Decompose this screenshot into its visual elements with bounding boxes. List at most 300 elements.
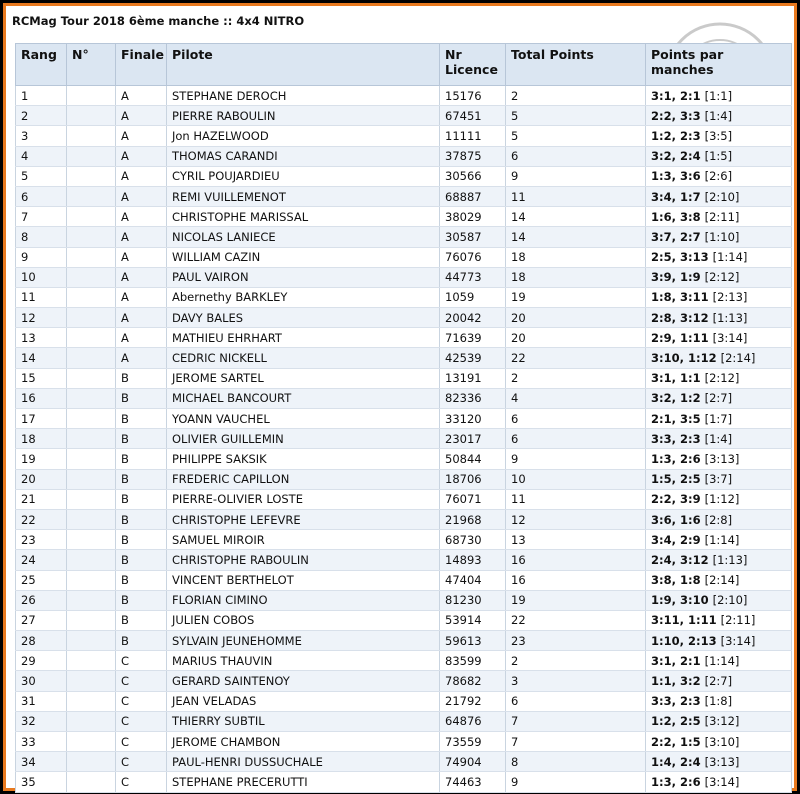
cell-points-par-manches bbox=[646, 328, 792, 348]
points-dropped: [3:12] bbox=[704, 714, 740, 729]
cell-total-points: 14 bbox=[506, 227, 646, 247]
page-title: RCMag Tour 2018 6ème manche :: 4x4 NITRO bbox=[12, 14, 305, 28]
cell-licence: 50844 bbox=[440, 449, 506, 469]
cell-numero bbox=[67, 711, 116, 731]
points-values: 3:4, 1:7 bbox=[651, 189, 701, 204]
cell-numero bbox=[67, 166, 116, 186]
table-row bbox=[16, 610, 792, 630]
points-dropped: [2:11] bbox=[704, 209, 740, 224]
cell-numero bbox=[67, 651, 116, 671]
cell-finale: A bbox=[116, 126, 167, 146]
cell-pilote: OLIVIER GUILLEMIN bbox=[167, 429, 440, 449]
cell-pilote: MARIUS THAUVIN bbox=[167, 651, 440, 671]
points-dropped: [1:4] bbox=[704, 431, 733, 446]
cell-finale: B bbox=[116, 469, 167, 489]
cell-rang: 12 bbox=[16, 308, 67, 328]
cell-rang: 30 bbox=[16, 671, 67, 691]
cell-points-par-manches bbox=[646, 610, 792, 630]
cell-numero bbox=[67, 368, 116, 388]
cell-numero bbox=[67, 388, 116, 408]
cell-numero bbox=[67, 207, 116, 227]
cell-pilote: REMI VUILLEMENOT bbox=[167, 186, 440, 206]
cell-finale: B bbox=[116, 449, 167, 469]
points-values: 2:2, 3:3 bbox=[651, 108, 701, 123]
cell-points-par-manches bbox=[646, 388, 792, 408]
cell-finale: B bbox=[116, 368, 167, 388]
points-values: 3:10, 1:12 bbox=[651, 351, 717, 366]
cell-rang: 29 bbox=[16, 651, 67, 671]
results-frame bbox=[3, 3, 797, 791]
cell-pilote: CHRISTOPHE RABOULIN bbox=[167, 550, 440, 570]
cell-pilote: PHILIPPE SAKSIK bbox=[167, 449, 440, 469]
table-row bbox=[16, 207, 792, 227]
cell-licence: 20042 bbox=[440, 308, 506, 328]
col-header-finale[interactable]: Finale bbox=[116, 44, 167, 86]
cell-pilote: DAVY BALES bbox=[167, 308, 440, 328]
cell-points-par-manches bbox=[646, 509, 792, 529]
table-row bbox=[16, 126, 792, 146]
cell-pilote: FREDERIC CAPILLON bbox=[167, 469, 440, 489]
cell-pilote: STEPHANE DEROCH bbox=[167, 86, 440, 106]
cell-numero bbox=[67, 449, 116, 469]
cell-licence: 15176 bbox=[440, 86, 506, 106]
cell-total-points: 19 bbox=[506, 590, 646, 610]
results-table-wrap bbox=[15, 43, 791, 793]
points-dropped: [3:14] bbox=[712, 330, 748, 345]
cell-total-points: 10 bbox=[506, 469, 646, 489]
cell-licence: 42539 bbox=[440, 348, 506, 368]
cell-rang: 27 bbox=[16, 610, 67, 630]
cell-rang: 28 bbox=[16, 631, 67, 651]
cell-rang: 17 bbox=[16, 409, 67, 429]
cell-finale: C bbox=[116, 732, 167, 752]
points-values: 2:8, 3:12 bbox=[651, 310, 709, 325]
points-dropped: [1:8] bbox=[704, 694, 733, 709]
cell-numero bbox=[67, 429, 116, 449]
points-dropped: [3:13] bbox=[704, 754, 740, 769]
cell-licence: 83599 bbox=[440, 651, 506, 671]
cell-licence: 37875 bbox=[440, 146, 506, 166]
table-row bbox=[16, 247, 792, 267]
cell-total-points: 14 bbox=[506, 207, 646, 227]
cell-pilote: CYRIL POUJARDIEU bbox=[167, 166, 440, 186]
cell-licence: 68730 bbox=[440, 530, 506, 550]
cell-points-par-manches bbox=[646, 489, 792, 509]
cell-finale: A bbox=[116, 308, 167, 328]
cell-licence: 14893 bbox=[440, 550, 506, 570]
cell-finale: B bbox=[116, 530, 167, 550]
cell-finale: C bbox=[116, 671, 167, 691]
cell-total-points: 4 bbox=[506, 388, 646, 408]
table-row bbox=[16, 166, 792, 186]
points-dropped: [3:14] bbox=[704, 774, 740, 789]
cell-finale: B bbox=[116, 509, 167, 529]
cell-total-points: 8 bbox=[506, 752, 646, 772]
cell-rang: 34 bbox=[16, 752, 67, 772]
cell-pilote: MATHIEU EHRHART bbox=[167, 328, 440, 348]
points-values: 3:7, 2:7 bbox=[651, 229, 701, 244]
cell-points-par-manches bbox=[646, 166, 792, 186]
points-values: 1:2, 2:3 bbox=[651, 128, 701, 143]
cell-finale: B bbox=[116, 429, 167, 449]
cell-finale: A bbox=[116, 348, 167, 368]
cell-points-par-manches bbox=[646, 247, 792, 267]
cell-licence: 59613 bbox=[440, 631, 506, 651]
cell-rang: 32 bbox=[16, 711, 67, 731]
table-row bbox=[16, 146, 792, 166]
cell-total-points: 5 bbox=[506, 106, 646, 126]
cell-finale: B bbox=[116, 409, 167, 429]
table-row bbox=[16, 651, 792, 671]
cell-licence: 73559 bbox=[440, 732, 506, 752]
cell-numero bbox=[67, 469, 116, 489]
cell-finale: B bbox=[116, 388, 167, 408]
cell-numero bbox=[67, 691, 116, 711]
cell-points-par-manches bbox=[646, 469, 792, 489]
cell-rang: 25 bbox=[16, 570, 67, 590]
cell-pilote: PIERRE RABOULIN bbox=[167, 106, 440, 126]
cell-licence: 71639 bbox=[440, 328, 506, 348]
cell-pilote: SAMUEL MIROIR bbox=[167, 530, 440, 550]
cell-numero bbox=[67, 86, 116, 106]
col-header-pilote[interactable]: Pilote bbox=[167, 44, 440, 86]
cell-total-points: 20 bbox=[506, 308, 646, 328]
points-dropped: [2:12] bbox=[704, 371, 740, 386]
points-values: 3:1, 1:1 bbox=[651, 371, 701, 386]
points-dropped: [1:7] bbox=[704, 411, 733, 426]
cell-finale: A bbox=[116, 287, 167, 307]
points-values: 1:4, 2:4 bbox=[651, 754, 701, 769]
points-values: 3:2, 2:4 bbox=[651, 149, 701, 164]
cell-licence: 76076 bbox=[440, 247, 506, 267]
cell-pilote: PIERRE-OLIVIER LOSTE bbox=[167, 489, 440, 509]
table-header bbox=[16, 44, 792, 86]
cell-finale: C bbox=[116, 752, 167, 772]
table-row bbox=[16, 308, 792, 328]
cell-points-par-manches bbox=[646, 348, 792, 368]
cell-finale: A bbox=[116, 267, 167, 287]
cell-pilote: SYLVAIN JEUNEHOMME bbox=[167, 631, 440, 651]
points-dropped: [3:13] bbox=[704, 451, 740, 466]
cell-finale: A bbox=[116, 186, 167, 206]
cell-finale: A bbox=[116, 227, 167, 247]
points-values: 3:1, 2:1 bbox=[651, 88, 701, 103]
points-dropped: [2:7] bbox=[704, 674, 733, 689]
points-dropped: [2:7] bbox=[704, 391, 733, 406]
cell-licence: 47404 bbox=[440, 570, 506, 590]
cell-total-points: 9 bbox=[506, 166, 646, 186]
cell-points-par-manches bbox=[646, 86, 792, 106]
cell-points-par-manches bbox=[646, 570, 792, 590]
cell-points-par-manches bbox=[646, 590, 792, 610]
cell-points-par-manches bbox=[646, 631, 792, 651]
cell-numero bbox=[67, 772, 116, 792]
cell-pilote: JEROME SARTEL bbox=[167, 368, 440, 388]
cell-finale: A bbox=[116, 146, 167, 166]
table-row bbox=[16, 469, 792, 489]
col-header-points-par-manches[interactable]: Points par manches bbox=[646, 44, 792, 86]
cell-rang: 10 bbox=[16, 267, 67, 287]
points-dropped: [1:1] bbox=[704, 88, 733, 103]
cell-licence: 67451 bbox=[440, 106, 506, 126]
points-dropped: [2:10] bbox=[704, 189, 740, 204]
cell-total-points: 3 bbox=[506, 671, 646, 691]
cell-pilote: STEPHANE PRECERUTTI bbox=[167, 772, 440, 792]
points-values: 2:4, 3:12 bbox=[651, 552, 709, 567]
points-values: 3:6, 1:6 bbox=[651, 512, 701, 527]
cell-licence: 44773 bbox=[440, 267, 506, 287]
cell-licence: 78682 bbox=[440, 671, 506, 691]
points-dropped: [3:7] bbox=[704, 472, 733, 487]
cell-numero bbox=[67, 489, 116, 509]
table-row bbox=[16, 267, 792, 287]
cell-rang: 19 bbox=[16, 449, 67, 469]
points-values: 3:11, 1:11 bbox=[651, 613, 717, 628]
points-values: 1:5, 2:5 bbox=[651, 472, 701, 487]
points-values: 1:10, 2:13 bbox=[651, 633, 717, 648]
cell-total-points: 5 bbox=[506, 126, 646, 146]
points-dropped: [2:11] bbox=[720, 613, 756, 628]
points-dropped: [2:12] bbox=[704, 270, 740, 285]
cell-pilote: JEROME CHAMBON bbox=[167, 732, 440, 752]
points-values: 2:9, 1:11 bbox=[651, 330, 709, 345]
points-values: 3:3, 2:3 bbox=[651, 431, 701, 446]
cell-total-points: 2 bbox=[506, 368, 646, 388]
col-header-numero[interactable]: N° bbox=[67, 44, 116, 86]
cell-total-points: 6 bbox=[506, 409, 646, 429]
cell-pilote: MICHAEL BANCOURT bbox=[167, 388, 440, 408]
points-values: 1:3, 3:6 bbox=[651, 169, 701, 184]
cell-licence: 21968 bbox=[440, 509, 506, 529]
col-header-total-points[interactable]: Total Points bbox=[506, 44, 646, 86]
cell-total-points: 6 bbox=[506, 146, 646, 166]
cell-numero bbox=[67, 530, 116, 550]
cell-total-points: 9 bbox=[506, 449, 646, 469]
points-dropped: [3:5] bbox=[704, 128, 733, 143]
cell-finale: B bbox=[116, 631, 167, 651]
cell-pilote: THIERRY SUBTIL bbox=[167, 711, 440, 731]
cell-finale: B bbox=[116, 550, 167, 570]
cell-rang: 20 bbox=[16, 469, 67, 489]
table-body bbox=[16, 86, 792, 793]
table-row bbox=[16, 509, 792, 529]
cell-rang: 6 bbox=[16, 186, 67, 206]
cell-points-par-manches bbox=[646, 651, 792, 671]
table-row bbox=[16, 388, 792, 408]
cell-points-par-manches bbox=[646, 691, 792, 711]
cell-rang: 9 bbox=[16, 247, 67, 267]
cell-rang: 3 bbox=[16, 126, 67, 146]
table-row bbox=[16, 590, 792, 610]
cell-points-par-manches bbox=[646, 106, 792, 126]
cell-total-points: 7 bbox=[506, 732, 646, 752]
cell-rang: 15 bbox=[16, 368, 67, 388]
cell-licence: 21792 bbox=[440, 691, 506, 711]
points-dropped: [2:10] bbox=[712, 593, 748, 608]
cell-licence: 53914 bbox=[440, 610, 506, 630]
points-dropped: [1:13] bbox=[712, 310, 748, 325]
cell-pilote: CHRISTOPHE LEFEVRE bbox=[167, 509, 440, 529]
points-values: 3:2, 1:2 bbox=[651, 391, 701, 406]
points-values: 3:8, 1:8 bbox=[651, 573, 701, 588]
cell-points-par-manches bbox=[646, 186, 792, 206]
points-dropped: [1:12] bbox=[704, 492, 740, 507]
cell-numero bbox=[67, 610, 116, 630]
cell-finale: A bbox=[116, 106, 167, 126]
col-header-licence[interactable]: Nr Licence bbox=[440, 44, 506, 86]
cell-points-par-manches bbox=[646, 368, 792, 388]
cell-pilote: CHRISTOPHE MARISSAL bbox=[167, 207, 440, 227]
cell-finale: C bbox=[116, 772, 167, 792]
cell-points-par-manches bbox=[646, 732, 792, 752]
cell-licence: 18706 bbox=[440, 469, 506, 489]
cell-pilote: PAUL-HENRI DUSSUCHALE bbox=[167, 752, 440, 772]
cell-numero bbox=[67, 247, 116, 267]
points-values: 1:8, 3:11 bbox=[651, 290, 709, 305]
points-values: 2:2, 1:5 bbox=[651, 734, 701, 749]
table-row bbox=[16, 368, 792, 388]
points-dropped: [1:4] bbox=[704, 108, 733, 123]
points-dropped: [3:14] bbox=[720, 633, 756, 648]
cell-rang: 35 bbox=[16, 772, 67, 792]
cell-points-par-manches bbox=[646, 711, 792, 731]
cell-rang: 23 bbox=[16, 530, 67, 550]
points-values: 1:1, 3:2 bbox=[651, 674, 701, 689]
cell-total-points: 22 bbox=[506, 348, 646, 368]
cell-points-par-manches bbox=[646, 550, 792, 570]
points-values: 1:2, 2:5 bbox=[651, 714, 701, 729]
cell-pilote: JEAN VELADAS bbox=[167, 691, 440, 711]
cell-total-points: 9 bbox=[506, 772, 646, 792]
cell-numero bbox=[67, 509, 116, 529]
table-row bbox=[16, 631, 792, 651]
cell-licence: 11111 bbox=[440, 126, 506, 146]
cell-licence: 82336 bbox=[440, 388, 506, 408]
cell-licence: 30566 bbox=[440, 166, 506, 186]
cell-total-points: 16 bbox=[506, 570, 646, 590]
cell-finale: B bbox=[116, 570, 167, 590]
table-row bbox=[16, 429, 792, 449]
points-values: 3:1, 2:1 bbox=[651, 653, 701, 668]
cell-total-points: 19 bbox=[506, 287, 646, 307]
points-values: 3:3, 2:3 bbox=[651, 694, 701, 709]
points-values: 3:4, 2:9 bbox=[651, 532, 701, 547]
cell-total-points: 20 bbox=[506, 328, 646, 348]
cell-pilote: FLORIAN CIMINO bbox=[167, 590, 440, 610]
cell-points-par-manches bbox=[646, 287, 792, 307]
cell-numero bbox=[67, 590, 116, 610]
table-row bbox=[16, 186, 792, 206]
cell-finale: C bbox=[116, 651, 167, 671]
cell-points-par-manches bbox=[646, 449, 792, 469]
cell-total-points: 6 bbox=[506, 691, 646, 711]
cell-numero bbox=[67, 570, 116, 590]
cell-pilote: Jon HAZELWOOD bbox=[167, 126, 440, 146]
cell-total-points: 18 bbox=[506, 247, 646, 267]
cell-licence: 23017 bbox=[440, 429, 506, 449]
cell-rang: 22 bbox=[16, 509, 67, 529]
cell-numero bbox=[67, 409, 116, 429]
cell-rang: 5 bbox=[16, 166, 67, 186]
cell-rang: 13 bbox=[16, 328, 67, 348]
table-row bbox=[16, 691, 792, 711]
points-values: 3:9, 1:9 bbox=[651, 270, 701, 285]
cell-finale: C bbox=[116, 711, 167, 731]
points-dropped: [1:14] bbox=[712, 250, 748, 265]
results-table bbox=[15, 43, 792, 793]
cell-points-par-manches bbox=[646, 207, 792, 227]
cell-total-points: 7 bbox=[506, 711, 646, 731]
cell-total-points: 16 bbox=[506, 550, 646, 570]
points-values: 1:6, 3:8 bbox=[651, 209, 701, 224]
cell-licence: 30587 bbox=[440, 227, 506, 247]
cell-total-points: 22 bbox=[506, 610, 646, 630]
cell-pilote: VINCENT BERTHELOT bbox=[167, 570, 440, 590]
col-header-rang[interactable]: Rang bbox=[16, 44, 67, 86]
cell-numero bbox=[67, 126, 116, 146]
cell-rang: 16 bbox=[16, 388, 67, 408]
cell-rang: 8 bbox=[16, 227, 67, 247]
cell-rang: 11 bbox=[16, 287, 67, 307]
cell-finale: B bbox=[116, 489, 167, 509]
table-row bbox=[16, 106, 792, 126]
cell-finale: B bbox=[116, 590, 167, 610]
cell-numero bbox=[67, 287, 116, 307]
points-values: 1:3, 2:6 bbox=[651, 774, 701, 789]
cell-rang: 21 bbox=[16, 489, 67, 509]
cell-pilote: NICOLAS LANIECE bbox=[167, 227, 440, 247]
cell-licence: 76071 bbox=[440, 489, 506, 509]
cell-total-points: 12 bbox=[506, 509, 646, 529]
cell-total-points: 11 bbox=[506, 186, 646, 206]
table-row bbox=[16, 752, 792, 772]
cell-rang: 2 bbox=[16, 106, 67, 126]
cell-licence: 74463 bbox=[440, 772, 506, 792]
cell-rang: 18 bbox=[16, 429, 67, 449]
cell-licence: 33120 bbox=[440, 409, 506, 429]
cell-points-par-manches bbox=[646, 308, 792, 328]
points-values: 1:3, 2:6 bbox=[651, 451, 701, 466]
points-values: 2:5, 3:13 bbox=[651, 250, 709, 265]
cell-numero bbox=[67, 106, 116, 126]
table-row bbox=[16, 348, 792, 368]
cell-points-par-manches bbox=[646, 429, 792, 449]
table-row bbox=[16, 227, 792, 247]
cell-total-points: 13 bbox=[506, 530, 646, 550]
points-dropped: [2:13] bbox=[712, 290, 748, 305]
table-row bbox=[16, 449, 792, 469]
cell-numero bbox=[67, 631, 116, 651]
cell-points-par-manches bbox=[646, 752, 792, 772]
table-row bbox=[16, 732, 792, 752]
cell-licence: 38029 bbox=[440, 207, 506, 227]
cell-pilote: WILLIAM CAZIN bbox=[167, 247, 440, 267]
points-dropped: [1:10] bbox=[704, 229, 740, 244]
cell-numero bbox=[67, 550, 116, 570]
cell-numero bbox=[67, 328, 116, 348]
cell-rang: 31 bbox=[16, 691, 67, 711]
cell-points-par-manches bbox=[646, 126, 792, 146]
cell-licence: 74904 bbox=[440, 752, 506, 772]
points-dropped: [1:13] bbox=[712, 552, 748, 567]
cell-numero bbox=[67, 752, 116, 772]
points-values: 2:2, 3:9 bbox=[651, 492, 701, 507]
points-dropped: [2:14] bbox=[704, 573, 740, 588]
cell-finale: A bbox=[116, 247, 167, 267]
cell-pilote: JULIEN COBOS bbox=[167, 610, 440, 630]
table-row bbox=[16, 328, 792, 348]
points-dropped: [1:14] bbox=[704, 532, 740, 547]
